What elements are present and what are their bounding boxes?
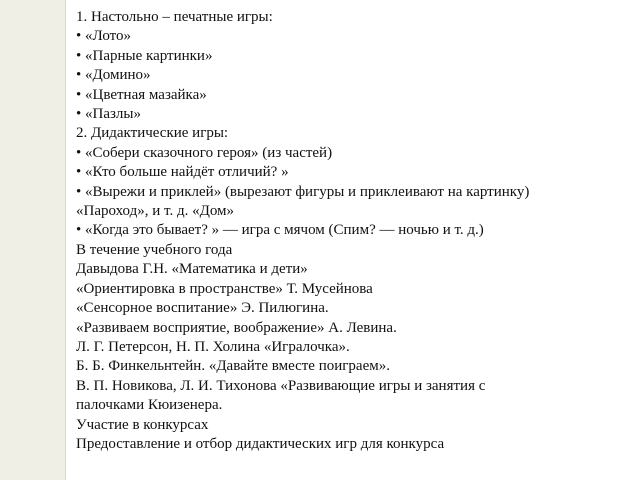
bullet-item: • «Вырежи и приклей» (вырезают фигуры и приклеивают на картинку)	[76, 183, 632, 202]
bullet-item: • «Цветная мазайка»	[76, 86, 632, 105]
text-line: В. П. Новикова, Л. И. Тихонова «Развивающие игры и занятия с	[76, 377, 486, 394]
text-line: «Пароход», и т. д. «Дом»	[76, 203, 235, 220]
bullet-item: • «Кто больше найдёт отличий? »	[76, 163, 632, 182]
text-line: палочками Кюизенера.	[76, 397, 223, 414]
bullet-item: • «Парные картинки»	[76, 47, 632, 66]
text-line: 1. Настольно – печатные игры:	[76, 9, 273, 25]
text-line: Участие в конкурсах	[76, 416, 209, 433]
bullet-item: • «Домино»	[76, 66, 632, 85]
bullet-item: • «Когда это бывает? » — игра с мячом (Спим? — ночью и т. д.)	[76, 221, 632, 240]
bullet-item: • «Лото»	[76, 27, 632, 46]
document-text	[76, 8, 632, 454]
left-margin-strip	[0, 0, 66, 480]
text-line: Л. Г. Петерсон, Н. П. Холина «Игралочка».	[76, 338, 350, 355]
margin-divider	[65, 0, 66, 480]
text-line: «Ориентировка в пространстве» Т. Мусейнова	[76, 280, 373, 297]
bullet-item: • «Собери сказочного героя» (из частей)	[76, 144, 632, 163]
text-line: «Сенсорное воспитание» Э. Пилюгина.	[76, 300, 329, 317]
text-line: 2. Дидактические игры:	[76, 125, 229, 142]
text-line: Предоставление и отбор дидактических игр для конкурса	[76, 435, 445, 452]
text-line: «Развиваем восприятие, воображение» А. Левина.	[76, 319, 397, 336]
text-line: Б. Б. Финкельнтейн. «Давайте вместе поиграем».	[76, 358, 390, 375]
text-line: В течение учебного года	[76, 241, 233, 258]
text-line: Давыдова Г.Н. «Математика и дети»	[76, 261, 308, 278]
bullet-item: • «Пазлы»	[76, 105, 632, 124]
